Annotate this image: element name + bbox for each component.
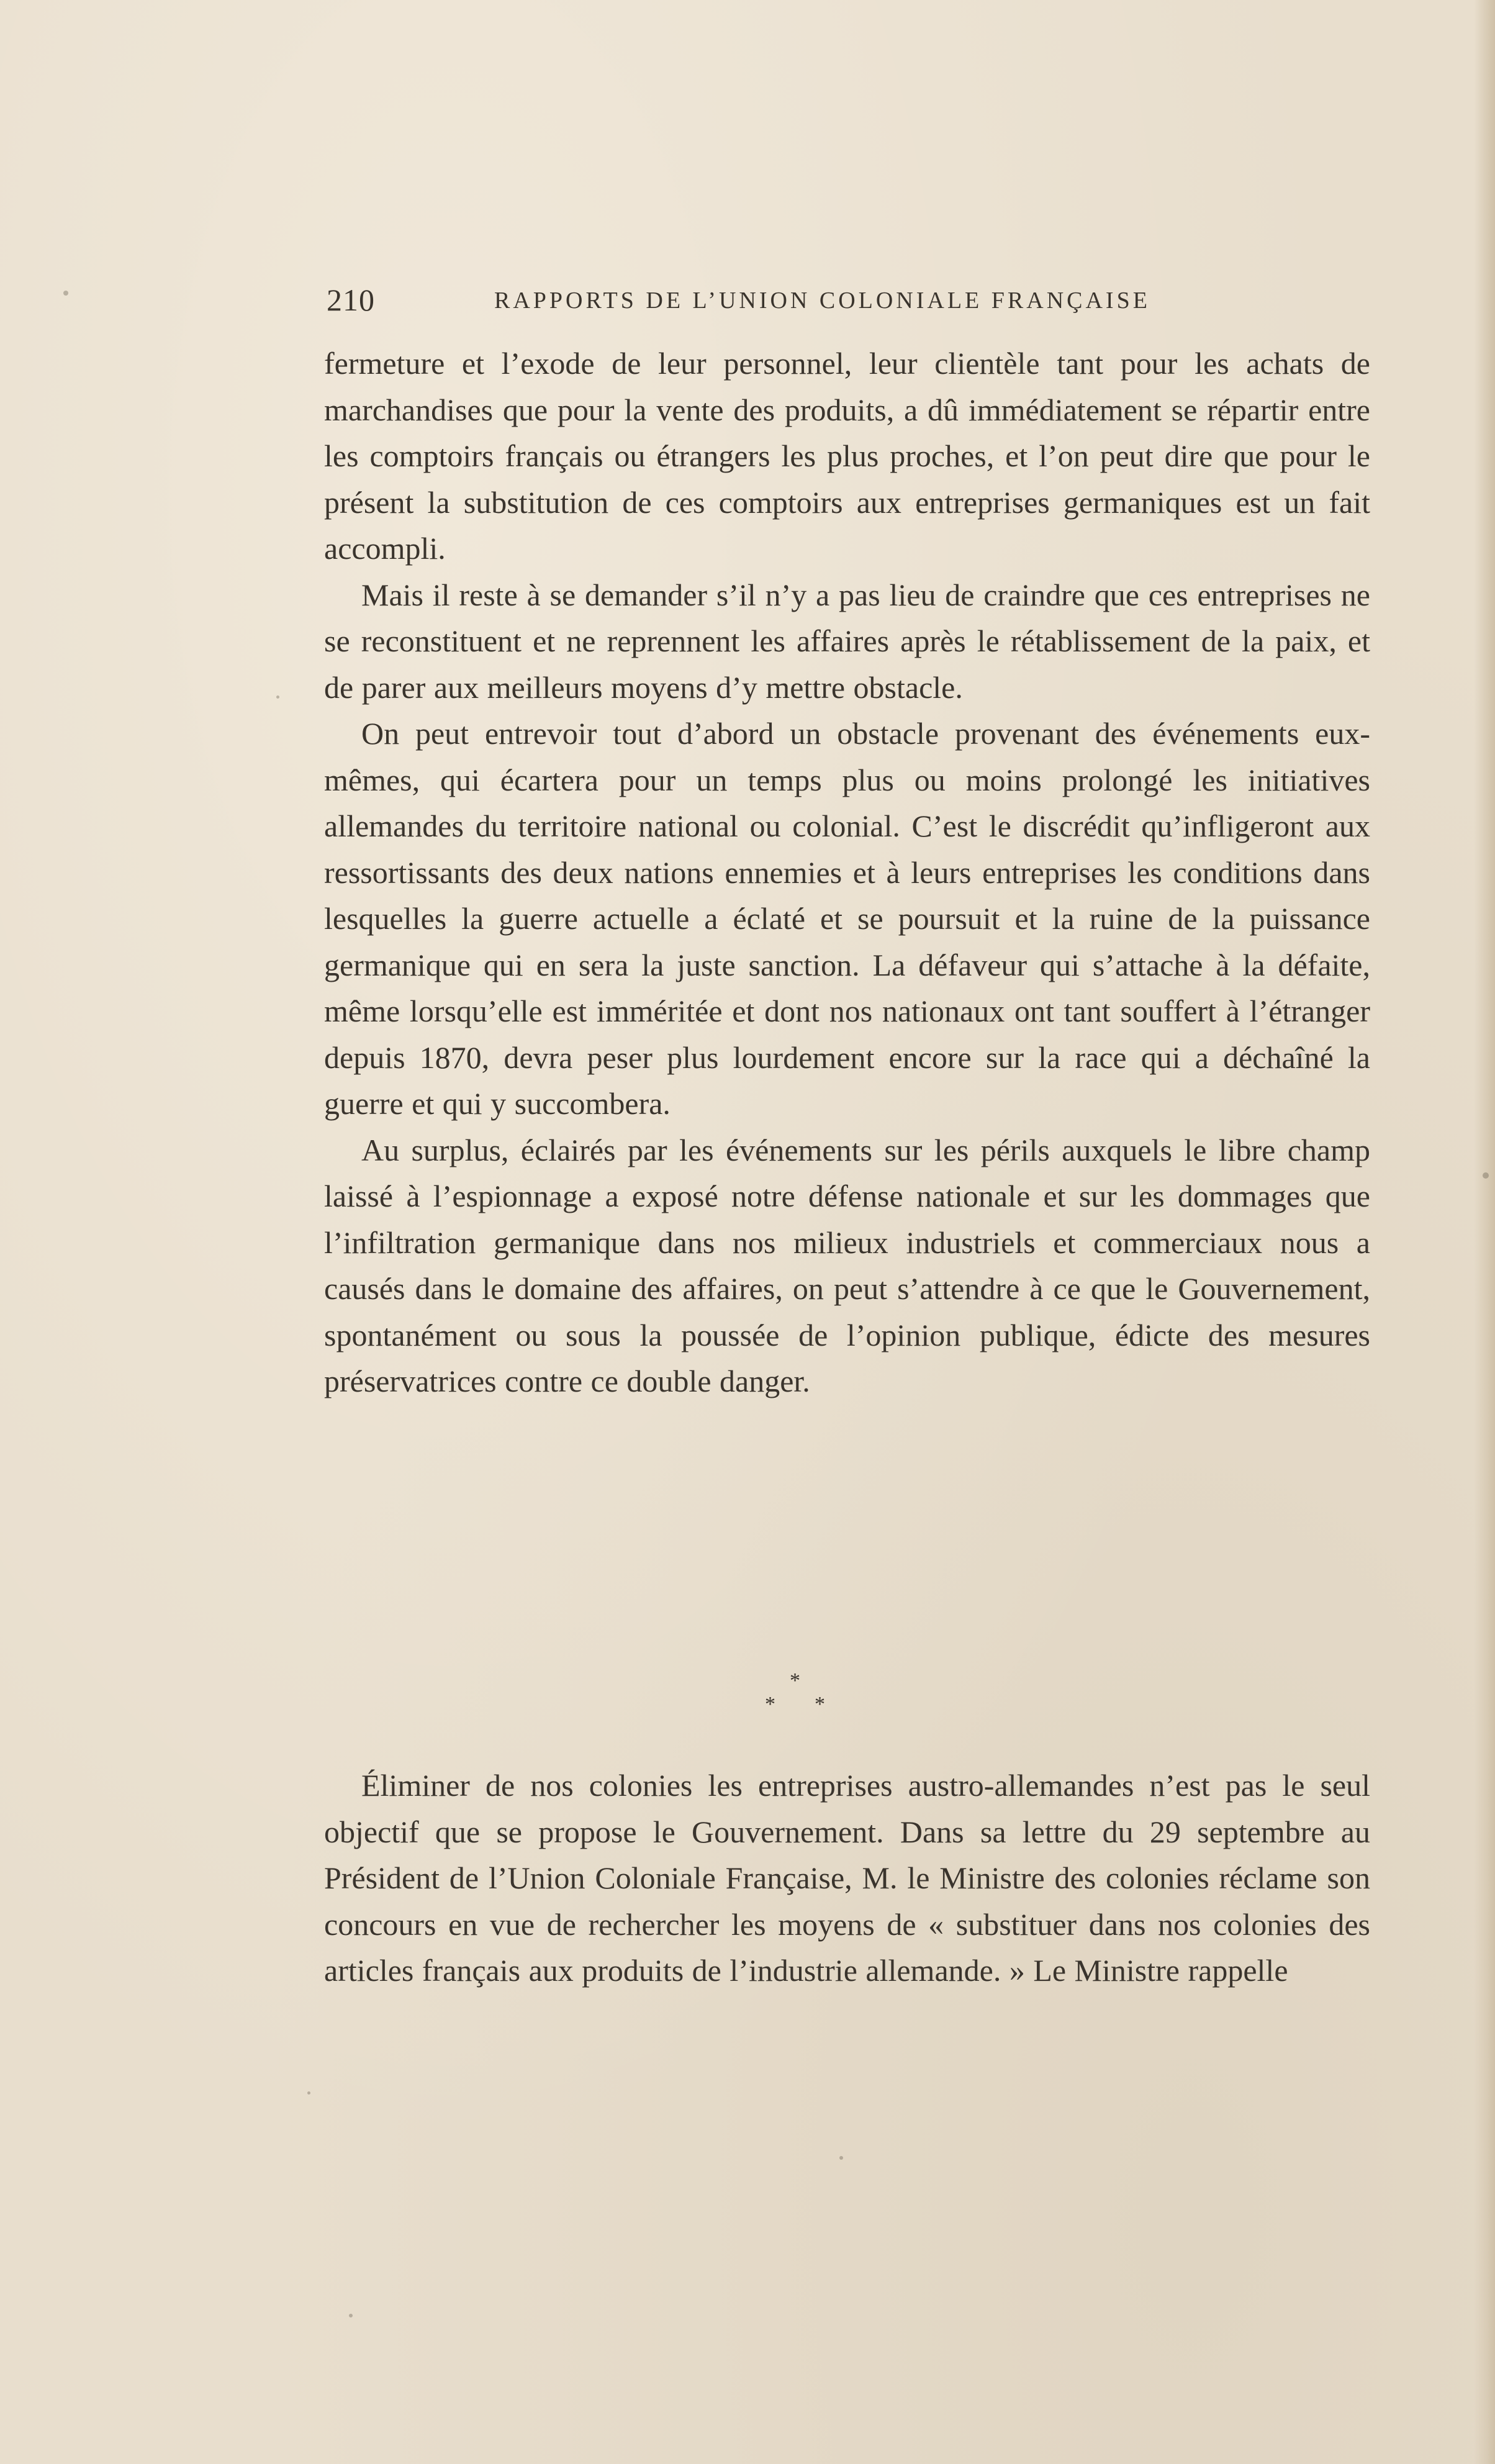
paper-fleck <box>839 2156 843 2160</box>
paper-fleck <box>276 695 279 699</box>
paper-fleck <box>349 2314 353 2317</box>
page-header <box>327 278 1370 322</box>
asterism-star-right: * <box>815 1693 825 1716</box>
paper-fleck <box>63 291 68 296</box>
body-text <box>324 340 1370 1405</box>
asterism-star-top: * <box>790 1669 800 1692</box>
section-break-asterism <box>764 1670 875 1726</box>
asterism-star-left: * <box>765 1693 775 1716</box>
running-title: RAPPORTS DE L’UNION COLONIALE FRANÇAISE <box>494 288 1150 314</box>
paragraph: Éliminer de nos colonies les entreprises austro-allemandes n’est pas le seul objectif que se propose le Gouvernement. Dans sa lettre du 29 septembre au Président de l’Union Coloniale Française, M. le Ministre des colonies réclame son concours en vue de rechercher les moyens de « substituer dans nos colonies des articles français aux produits de l’industrie allemande. » Le Ministre rappelle <box>324 1768 1370 1988</box>
paper-fleck <box>1483 1172 1489 1179</box>
page-edge <box>1474 0 1495 2464</box>
paragraph: Au surplus, éclairés par les événements sur les périls auxquels le libre champ laissé à l’espionnage a exposé notre défense nationale et sur les dommages que l’infiltration germanique dans nos milieux industriels et commerciaux nous a causés dans le domaine des affaires, on peut s’attendre à ce que le Gouvernement, spontanément ou sous la poussée de l’opinion publique, édicte des mesures préservatrices contre ce double danger. <box>324 1132 1370 1398</box>
page-number: 210 <box>327 283 375 317</box>
paragraph: On peut entrevoir tout d’abord un obstacle provenant des événements eux-mêmes, qui écartera pour un temps plus ou moins prolongé les initiatives allemandes du territoire national ou colonial. C’est le discrédit qu’infligeront aux ressortissants des deux nations ennemies et à leurs entreprises les conditions dans lesquelles la guerre actuelle a éclaté et se poursuit et la ruine de la puissance germanique qui en sera la juste sanction. La défaveur qui s’attache à la défaite, même lorsqu’elle est imméritée et dont nos nationaux ont tant souffert à l’étranger depuis 1870, devra peser plus lourdement encore sur la race qui a déchaîné la guerre et qui y succombera. <box>324 716 1370 1121</box>
paragraph-continued: fermeture et l’exode de leur personnel, leur clientèle tant pour les achats de marchandises que pour la vente des produits, a dû immédiatement se répartir entre les comptoirs français ou étrangers les plus proches, et l’on peut dire que pour le présent la substitution de ces comptoirs aux entreprises germaniques est un fait accompli. <box>324 346 1370 566</box>
body-text-continued <box>324 1762 1370 1994</box>
paper-fleck <box>307 2091 310 2095</box>
paragraph: Mais il reste à se demander s’il n’y a pas lieu de craindre que ces entreprises ne se reconstituent et ne reprennent les affaires après le rétablissement de la paix, et de parer aux meilleurs moyens d’y mettre obstacle. <box>324 577 1370 705</box>
